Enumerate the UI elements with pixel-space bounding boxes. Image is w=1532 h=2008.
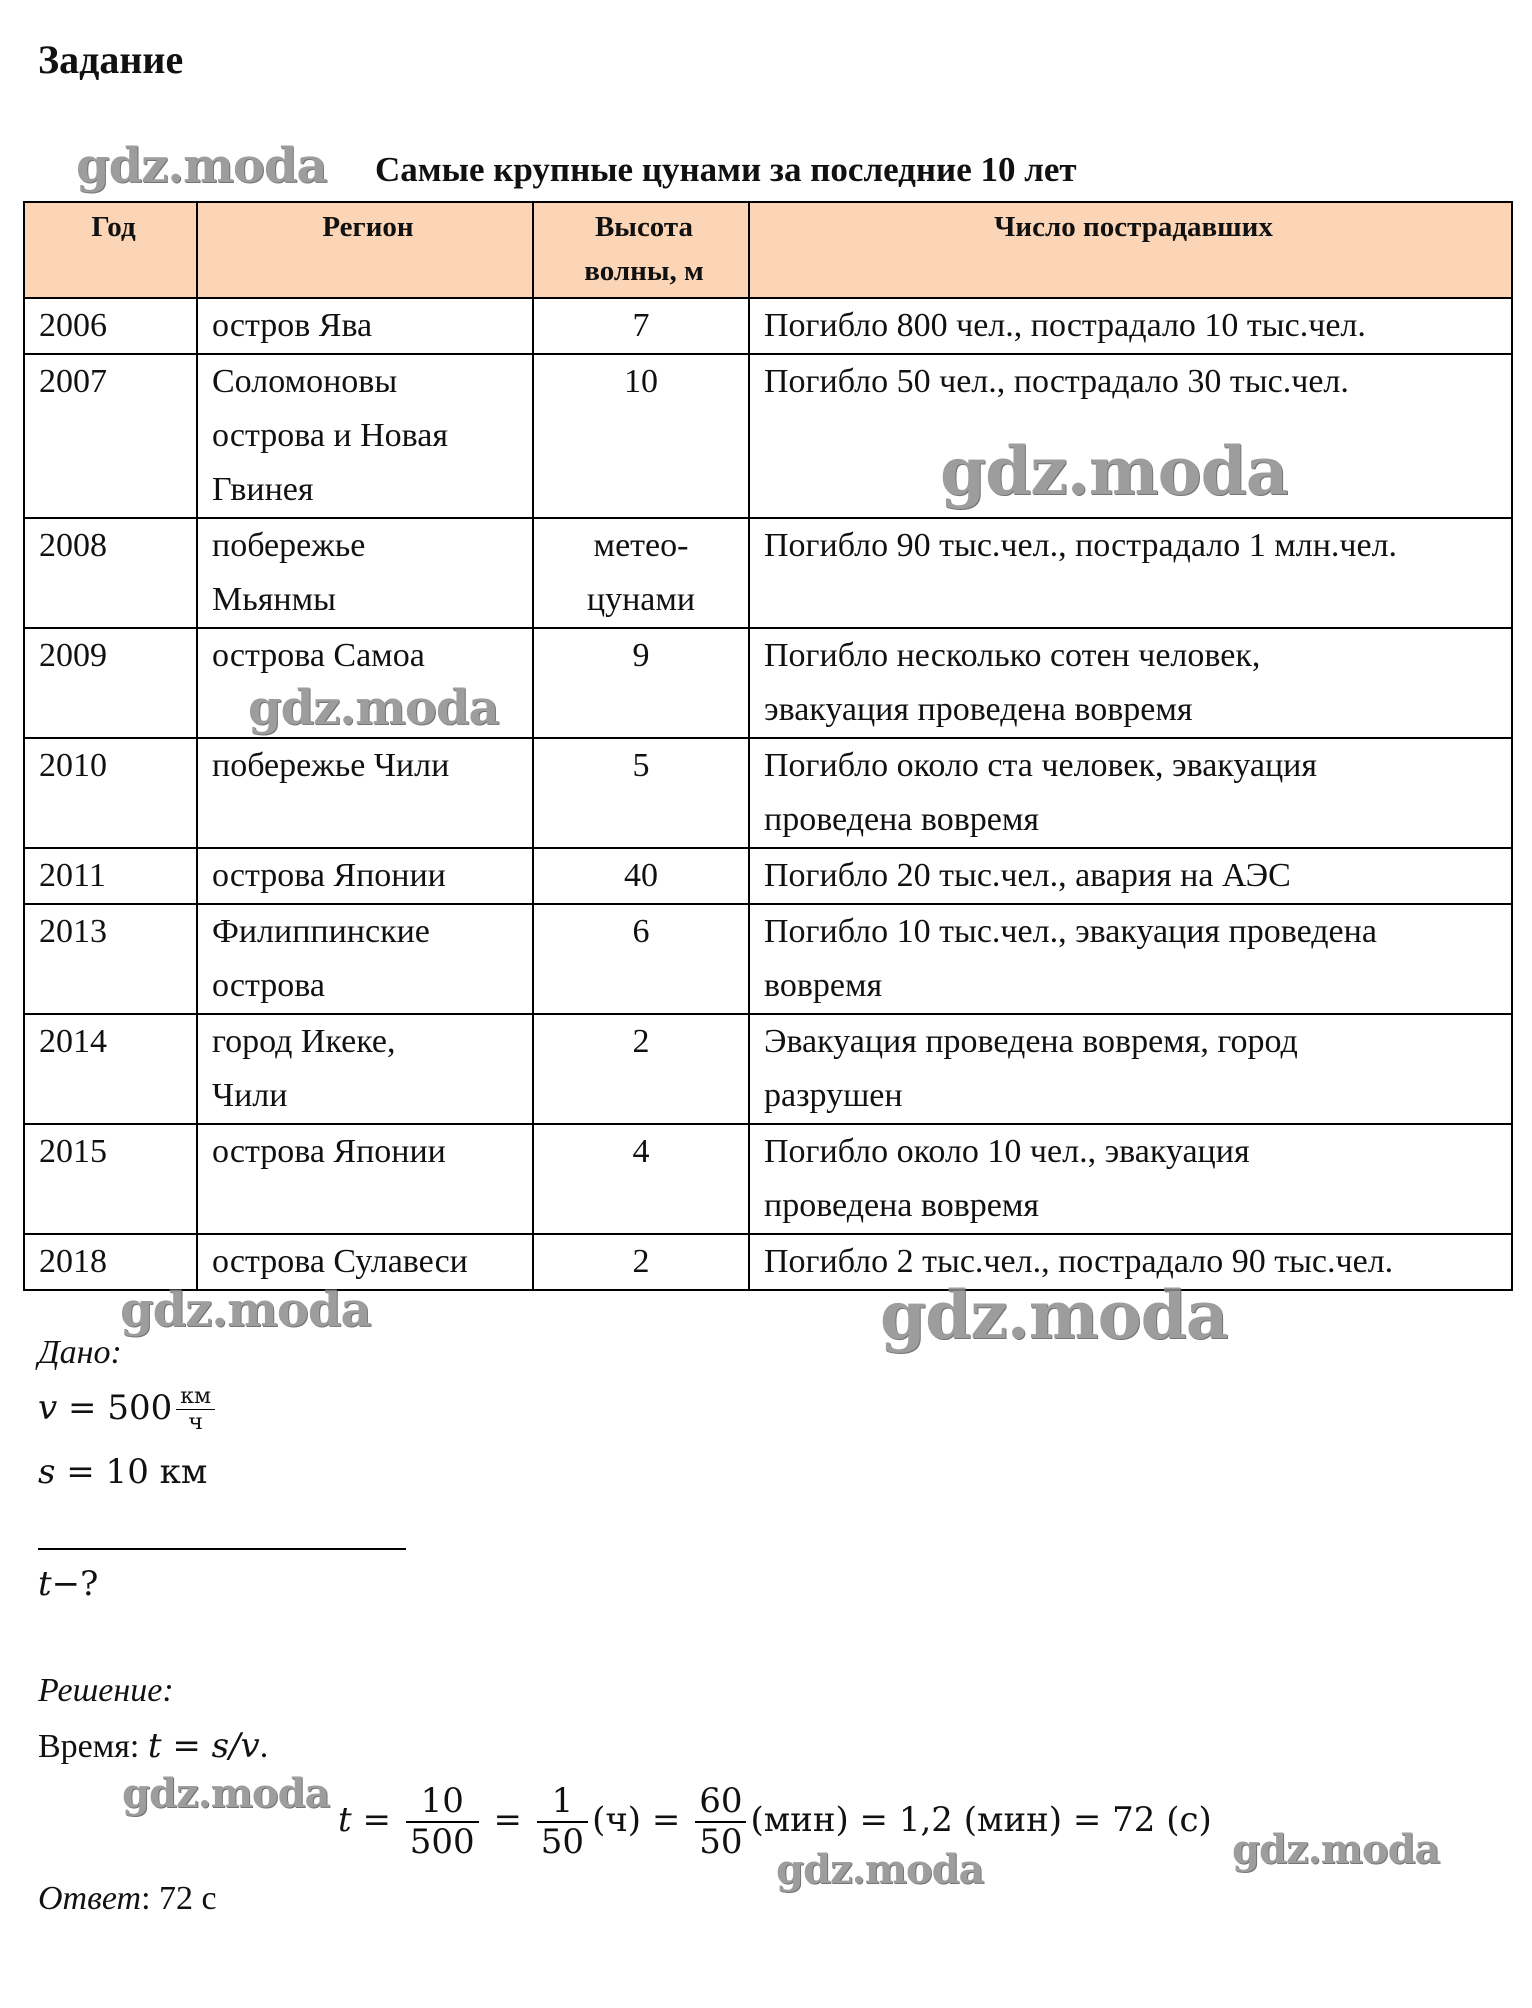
fraction-numerator: 1: [537, 1782, 588, 1823]
calc-variable: t: [338, 1800, 352, 1841]
table-title: Самые крупные цунами за последние 10 лет: [375, 150, 1077, 189]
watermark: gdz.moda: [776, 1846, 984, 1893]
distance-variable: s: [38, 1452, 56, 1492]
fraction-denominator: 500: [409, 1822, 475, 1863]
watermark: gdz.moda: [248, 680, 499, 736]
cell-victims: Погибло 50 чел., пострадало 30 тыс.чел.: [749, 354, 1512, 518]
cell-wave-height: 40: [533, 848, 749, 904]
cell-year: 2006: [24, 298, 197, 354]
table-row: [24, 354, 1512, 518]
cell-region: острова Сулавеси: [197, 1234, 533, 1290]
calc-result: (мин) = 1,2 (мин) = 72 (с): [750, 1800, 1212, 1841]
cell-wave-height: 6: [533, 904, 749, 1014]
table-row: [24, 738, 1512, 848]
cell-wave-height: 7: [533, 298, 749, 354]
cell-wave-height: 2: [533, 1234, 749, 1290]
time-suffix: .: [259, 1728, 269, 1765]
cell-year: 2015: [24, 1124, 197, 1234]
velocity-variable: v: [38, 1387, 58, 1428]
cell-victims: Погибло 20 тыс.чел., авария на АЭС: [749, 848, 1512, 904]
watermark: gdz.moda: [1232, 1826, 1440, 1873]
cell-year: 2009: [24, 628, 197, 738]
distance-value: = 10 км: [55, 1452, 208, 1492]
cell-year: 2014: [24, 1014, 197, 1124]
given-distance: [38, 1452, 207, 1492]
header-wave-height: Высота волны, м: [533, 202, 749, 298]
cell-wave-height: 5: [533, 738, 749, 848]
table-row: [24, 848, 1512, 904]
table-row: [24, 518, 1512, 628]
time-formula: t = s/v: [147, 1726, 260, 1766]
cell-victims: Погибло 90 тыс.чел., пострадало 1 млн.чел.: [749, 518, 1512, 628]
velocity-unit-numerator: км: [176, 1384, 215, 1410]
tsunami-table: [23, 201, 1513, 1291]
cell-wave-height: 9: [533, 628, 749, 738]
fraction-numerator: 60: [695, 1782, 746, 1823]
cell-wave-height: 10: [533, 354, 749, 518]
velocity-unit-denominator: ч: [188, 1410, 203, 1436]
cell-victims: Погибло несколько сотен человек, эвакуация проведена вовремя: [749, 628, 1512, 738]
table-row: [24, 1014, 1512, 1124]
watermark: gdz.moda: [940, 432, 1288, 510]
cell-victims: Погибло около ста человек, эвакуация проведена вовремя: [749, 738, 1512, 848]
cell-region: острова Японии: [197, 848, 533, 904]
velocity-value: = 500: [57, 1387, 173, 1428]
cell-wave-height: 4: [533, 1124, 749, 1234]
fraction-10-500: [406, 1782, 479, 1862]
find-question: −?: [51, 1564, 99, 1604]
fraction-denominator: 50: [699, 1822, 743, 1863]
unit-hours: (ч) =: [592, 1800, 692, 1841]
header-victims: Число пострадавших: [749, 202, 1512, 298]
cell-victims: Погибло 2 тыс.чел., пострадало 90 тыс.чел.: [749, 1234, 1512, 1290]
table-row: [24, 1124, 1512, 1234]
fraction-1-50: [537, 1782, 588, 1862]
cell-region: острова Самоа: [197, 628, 533, 738]
header-year: Год: [24, 202, 197, 298]
answer-label: Ответ: [38, 1880, 142, 1917]
fraction-numerator: 10: [406, 1782, 479, 1823]
given-divider: [38, 1548, 406, 1550]
cell-region: Филиппинские острова: [197, 904, 533, 1014]
find-variable: t: [38, 1564, 52, 1604]
cell-wave-height: метео- цунами: [533, 518, 749, 628]
table-header-row: [24, 202, 1512, 298]
solution-label: Решение:: [38, 1672, 174, 1709]
header-region: Регион: [197, 202, 533, 298]
watermark: gdz.moda: [880, 1276, 1228, 1354]
given-label: Дано:: [38, 1334, 122, 1371]
cell-region: острова Японии: [197, 1124, 533, 1234]
find-time: [38, 1564, 98, 1604]
cell-victims: Погибло 10 тыс.чел., эвакуация проведена вовремя: [749, 904, 1512, 1014]
table-row: [24, 904, 1512, 1014]
cell-region: город Икеке, Чили: [197, 1014, 533, 1124]
answer-line: [38, 1880, 217, 1918]
cell-region: побережье Чили: [197, 738, 533, 848]
cell-year: 2010: [24, 738, 197, 848]
fraction-denominator: 50: [540, 1822, 585, 1863]
cell-wave-height: 2: [533, 1014, 749, 1124]
cell-region: остров Ява: [197, 298, 533, 354]
time-prefix: Время:: [38, 1728, 148, 1765]
cell-year: 2013: [24, 904, 197, 1014]
calculation-line: [338, 1782, 1212, 1862]
watermark: gdz.moda: [122, 1770, 330, 1817]
calc-eq2: =: [482, 1800, 533, 1841]
cell-year: 2011: [24, 848, 197, 904]
cell-victims: Эвакуация проведена вовремя, город разрушен: [749, 1014, 1512, 1124]
cell-year: 2008: [24, 518, 197, 628]
answer-value: : 72 с: [141, 1880, 217, 1917]
given-velocity: [38, 1384, 219, 1436]
calc-eq1: =: [351, 1800, 402, 1841]
table-row: [24, 298, 1512, 354]
time-formula-line: [38, 1726, 268, 1766]
cell-year: 2007: [24, 354, 197, 518]
cell-victims: Погибло около 10 чел., эвакуация проведена вовремя: [749, 1124, 1512, 1234]
watermark: gdz.moda: [120, 1282, 371, 1338]
cell-region: Соломоновы острова и Новая Гвинея: [197, 354, 533, 518]
fraction-60-50: [695, 1782, 746, 1862]
watermark: gdz.moda: [76, 138, 327, 194]
cell-victims: Погибло 800 чел., пострадало 10 тыс.чел.: [749, 298, 1512, 354]
cell-region: побережье Мьянмы: [197, 518, 533, 628]
velocity-unit: [176, 1384, 215, 1436]
cell-year: 2018: [24, 1234, 197, 1290]
page-heading: Задание: [38, 37, 184, 82]
